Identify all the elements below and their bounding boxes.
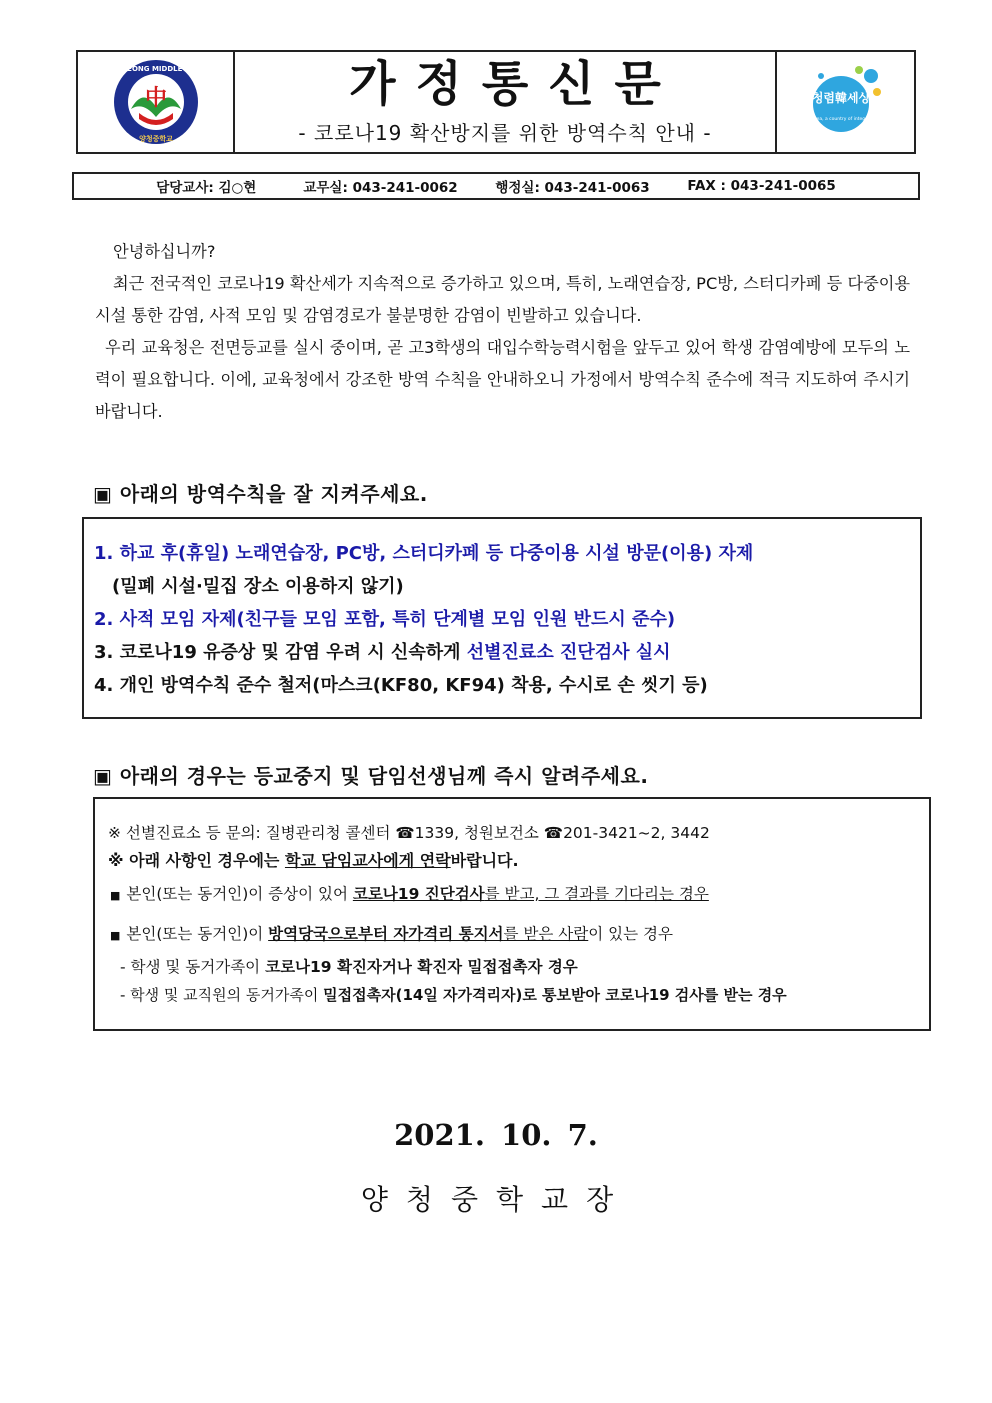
svg-text:中: 中 — [144, 86, 167, 111]
school-emblem-icon — [94, 57, 217, 147]
admin-phone: 행정실: 043-241-0063 — [495, 180, 650, 196]
title-cell — [235, 52, 775, 152]
rule-item-4: 4. 개인 방역수칙 준수 철저(마스크(KF80, KF94) 착용, 수시로 손 씻기 등) — [94, 675, 708, 696]
notice-box — [93, 797, 931, 1031]
teacher-contact: 담당교사: 김○현 — [156, 180, 257, 196]
bullet-square-icon: ■ — [110, 929, 121, 942]
case-2-sub-2: - 학생 및 교직원의 동거가족이 밀접접촉자(14일 자가격리자)로 통보받아 코로나19 검사를 받는 경우 — [120, 986, 787, 1004]
section1-heading: ▣ 아래의 방역수칙을 잘 지켜주세요. — [93, 482, 428, 506]
integrity-emblem-icon — [801, 62, 891, 142]
rule-item-1-sub: (밀폐 시설·밀집 장소 이용하지 않기) — [112, 576, 404, 597]
case-1: ■ 본인(또는 동거인)이 증상이 있어 코로나19 진단검사를 받고, 그 결과를 기다리는 경우 — [110, 885, 709, 903]
page-subtitle: - 코로나19 확산방지를 위한 방역수칙 안내 - — [298, 120, 712, 145]
rules-box — [82, 517, 922, 719]
svg-text:YANGCHEONG MIDDLE SCHOOL: YANGCHEONG MIDDLE SCHOOL — [94, 65, 217, 73]
fax-number: FAX : 043-241-0065 — [687, 178, 836, 194]
svg-text:청렴韓세상: 청렴韓세상 — [811, 91, 870, 105]
integrity-logo — [775, 52, 914, 152]
school-logo — [78, 52, 235, 152]
rule-item-1: 1. 하교 후(휴일) 노래연습장, PC방, 스터디카페 등 다중이용 시설 방문(이용) 자제 — [94, 543, 754, 564]
phone-icon: ☎ — [543, 824, 564, 842]
intro-paragraph-2: 우리 교육청은 전면등교를 실시 중이며, 곧 고3학생의 대입수학능력시험을 앞두고 있어 학생 감염예방에 모두의 노력이 필요합니다. 이에, 교육청에서 강조한 방역 수칙을 안내하오니 가정에서 방역수칙 준수에 적극 지도하여 주시기 바랍니다. — [95, 338, 910, 421]
contact-note: ※ 아래 사항인 경우에는 학교 담임교사에게 연락바랍니다. — [108, 851, 519, 870]
svg-text:양청중학교: 양청중학교 — [138, 135, 173, 143]
letter-header — [76, 50, 916, 154]
contact-bar — [72, 172, 920, 200]
rule-item-2: 2. 사적 모임 자제(친구들 모임 포함, 특히 단계별 모임 인원 반드시 준수) — [94, 609, 676, 630]
office-phone: 교무실: 043-241-0062 — [303, 180, 458, 196]
section2-heading: ▣ 아래의 경우는 등교중지 및 담임선생님께 즉시 알려주세요. — [93, 764, 649, 788]
rule-item-3: 3. 코로나19 유증상 및 감염 우려 시 신속하게 선별진료소 진단검사 실시 — [94, 642, 671, 663]
intro-paragraph-1: 최근 전국적인 코로나19 확산세가 지속적으로 증가하고 있으며, 특히, 노래연습장, PC방, 스터디카페 등 다중이용시설 통한 감염, 사적 모임 및 감염경로가 불분명한 감염이 빈발하고 있습니다. — [95, 274, 910, 325]
principal-signature: 양청중학교장 — [360, 1183, 632, 1216]
bullet-square-icon: ■ — [110, 889, 121, 902]
case-2: ■ 본인(또는 동거인)이 방역당국으로부터 자가격리 통지서를 받은 사람이 있는 경우 — [110, 925, 673, 943]
case-2-sub-1: - 학생 및 동거가족이 코로나19 확진자거나 확진자 밀접접촉자 경우 — [120, 958, 578, 976]
inquiry-note: ※ 선별진료소 등 문의: 질병관리청 콜센터 ☎1339, 청원보건소 ☎201-3421~2, 3442 — [108, 824, 710, 842]
letter-date: 2021. 10. 7. — [394, 1118, 598, 1152]
greeting: 안녕하십니까? — [113, 242, 216, 261]
svg-text:Korea, a country of integrity: Korea, a country of integrity — [808, 117, 873, 122]
phone-icon: ☎ — [395, 824, 415, 842]
page-title: 가정통신문 — [349, 56, 681, 113]
intro-text — [95, 236, 910, 428]
